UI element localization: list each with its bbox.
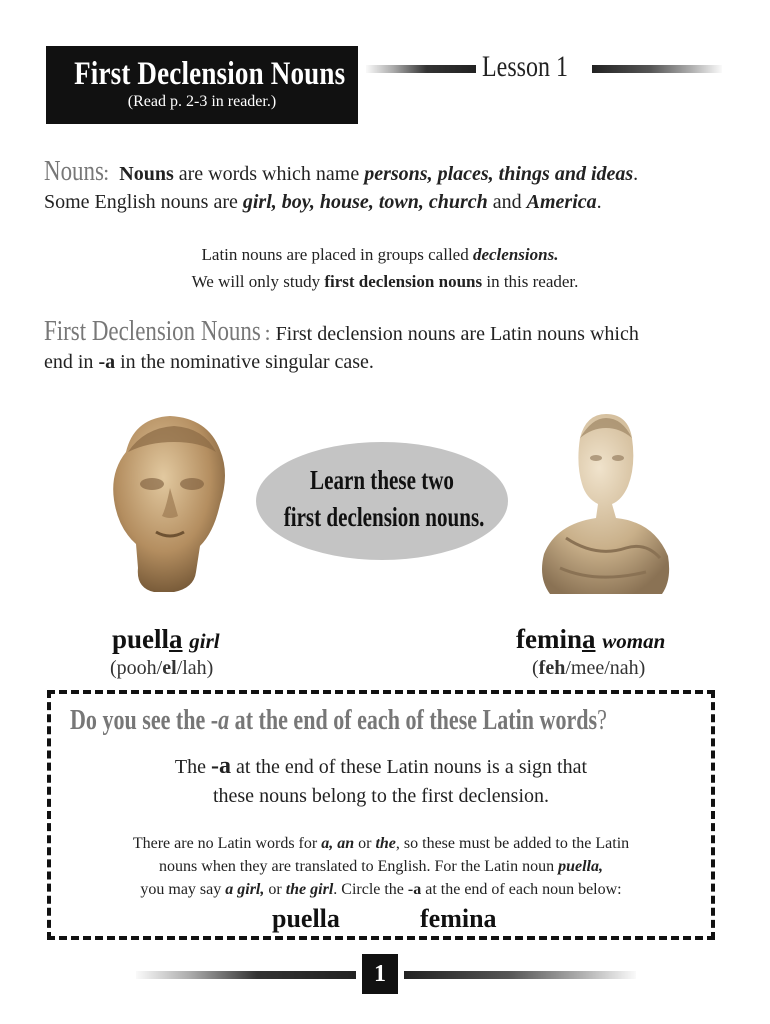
decorative-bar xyxy=(404,971,636,979)
decorative-bar xyxy=(136,971,356,979)
page-number: 1 xyxy=(362,954,398,994)
reading-note: (Read p. 2-3 in reader.) xyxy=(127,93,277,110)
title-box xyxy=(46,46,358,124)
first-declension-paragraph: First Declension Nouns : First declension nouns are Latin nouns which end in -a in the nominative singular case. xyxy=(44,316,639,373)
decorative-bar xyxy=(592,65,722,73)
nouns-heading: Nouns xyxy=(44,156,104,187)
exercise-word-puella[interactable]: puella xyxy=(272,904,340,933)
first-declension-heading: First Declension Nouns xyxy=(44,316,261,347)
declension-intro: Latin nouns are placed in groups called declensions. We will only study first declension nouns in this reader. xyxy=(191,245,579,291)
decorative-bar xyxy=(366,65,476,73)
box-heading: Do you see the -a at the end of each of these Latin words? xyxy=(70,704,607,736)
word-puella: puella girl xyxy=(112,624,220,654)
learn-callout: Learn these two first declension nouns. xyxy=(256,442,508,560)
nouns-paragraph: Nouns: Nouns are words which name persons, places, things and ideas. Some English nouns are girl, boy, house, town, church and America. xyxy=(44,156,639,213)
pronunciation-puella: (pooh/el/lah) xyxy=(110,657,214,679)
woman-bust-image xyxy=(536,408,676,598)
girl-bust-image xyxy=(104,412,234,596)
exercise-word-femina[interactable]: femina xyxy=(420,904,497,933)
box-paragraph-2: There are no Latin words for a, an or the, so these must be added to the Latin nouns when they are translated to English. For the Latin noun puella, you may say a girl, or the girl. Circle the -a at the end of each noun below: xyxy=(132,835,630,898)
lesson-label: Lesson 1 xyxy=(482,50,568,83)
word-femina: femina woman xyxy=(516,624,666,654)
page-title: First Declension Nouns xyxy=(74,56,346,92)
box-paragraph-1: The -a at the end of these Latin nouns is a sign that these nouns belong to the first declension. xyxy=(174,753,588,807)
pronunciation-femina: (feh/mee/nah) xyxy=(532,657,646,679)
